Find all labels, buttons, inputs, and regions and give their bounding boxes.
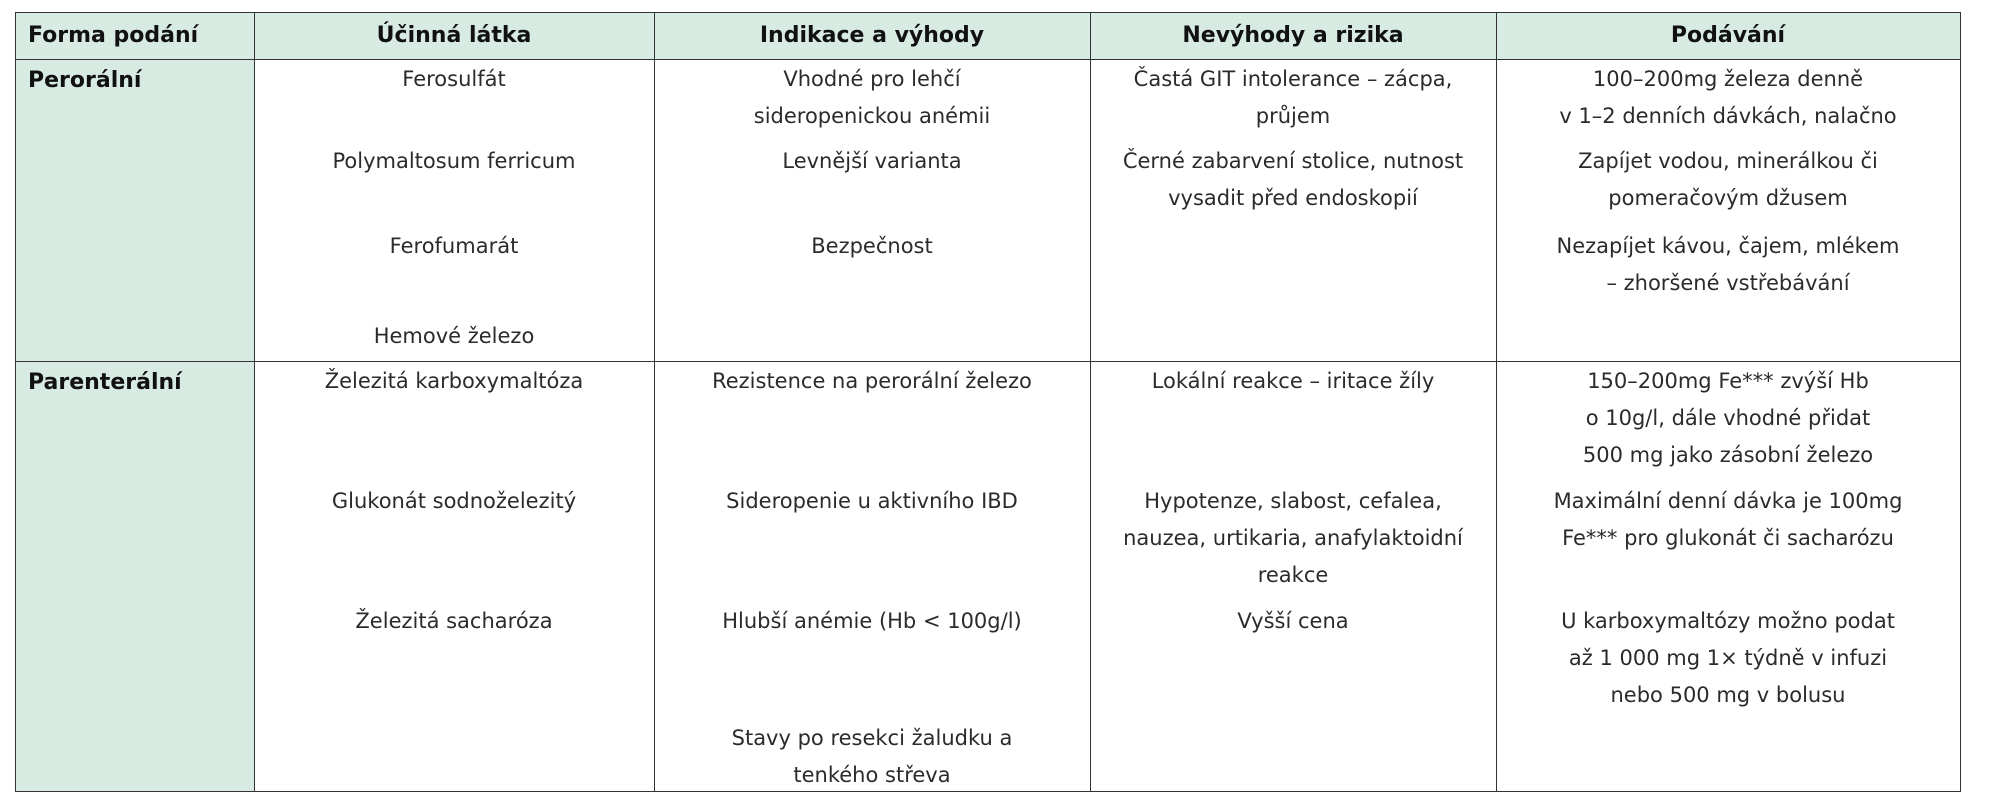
row-label-parenteral: Parenterální xyxy=(16,362,254,791)
cell-risk: Častá GIT intolerance – zácpa, průjem xyxy=(1133,67,1453,128)
cell-administration: 150–200mg Fe*** zvýší Hb o 10g/l, dále vhodné přidat 500 mg jako zásobní železo xyxy=(1582,369,1874,467)
cell-indication: Stavy po resekci žaludku a tenkého střeva xyxy=(731,726,1013,787)
cell-risk: Hypotenze, slabost, cefalea, nauzea, urtikaria, anafylaktoidní reakce xyxy=(1123,489,1463,587)
cell-substance: Ferofumarát xyxy=(389,234,519,258)
column-divider xyxy=(654,13,655,791)
cell-indication: Sideropenie u aktivního IBD xyxy=(726,489,1018,513)
cell-administration: U karboxymaltózy možno podat až 1 000 mg 1× týdně v infuzi nebo 500 mg v bolusu xyxy=(1561,609,1895,707)
header-indications: Indikace a výhody xyxy=(759,23,985,48)
header-substance: Účinná látka xyxy=(376,23,532,48)
cell-indication: Vhodné pro lehčí sideropenickou anémii xyxy=(753,67,991,128)
cell-administration: Nezapíjet kávou, čajem, mlékem – zhoršené vstřebávání xyxy=(1556,234,1900,295)
cell-administration: Maximální denní dávka je 100mg Fe*** pro glukonát či sacharózu xyxy=(1553,489,1903,550)
cell-indication: Hlubší anémie (Hb < 100g/l) xyxy=(722,609,1022,633)
cell-indication: Rezistence na perorální železo xyxy=(712,369,1032,393)
cell-substance: Železitá karboxymaltóza xyxy=(324,369,584,393)
cell-administration: Zapíjet vodou, minerálkou či pomeračovým džusem xyxy=(1578,149,1878,210)
row-label-oral: Perorální xyxy=(16,60,254,361)
cell-risk: Vyšší cena xyxy=(1237,609,1349,633)
column-divider xyxy=(254,13,255,791)
header-form: Forma podání xyxy=(28,23,199,48)
row-divider xyxy=(16,361,1960,362)
cell-indication: Levnější varianta xyxy=(782,149,962,173)
cell-substance: Ferosulfát xyxy=(402,67,506,91)
table-header-row xyxy=(16,13,1960,60)
cell-risk: Černé zabarvení stolice, nutnost vysadit před endoskopií xyxy=(1122,149,1464,210)
cell-indication: Bezpečnost xyxy=(811,234,933,258)
cell-substance: Hemové železo xyxy=(373,324,535,348)
column-divider xyxy=(1090,13,1091,791)
header-risks: Nevýhody a rizika xyxy=(1182,23,1404,48)
column-divider xyxy=(1496,13,1497,791)
cell-risk: Lokální reakce – iritace žíly xyxy=(1151,369,1435,393)
cell-substance: Glukonát sodnoželezitý xyxy=(331,489,577,513)
cell-administration: 100–200mg železa denně v 1–2 denních dávkách, nalačno xyxy=(1559,67,1897,128)
cell-substance: Železitá sacharóza xyxy=(355,609,553,633)
header-administration: Podávání xyxy=(1670,23,1786,48)
cell-substance: Polymaltosum ferricum xyxy=(332,149,576,173)
drug-table xyxy=(15,12,1961,792)
